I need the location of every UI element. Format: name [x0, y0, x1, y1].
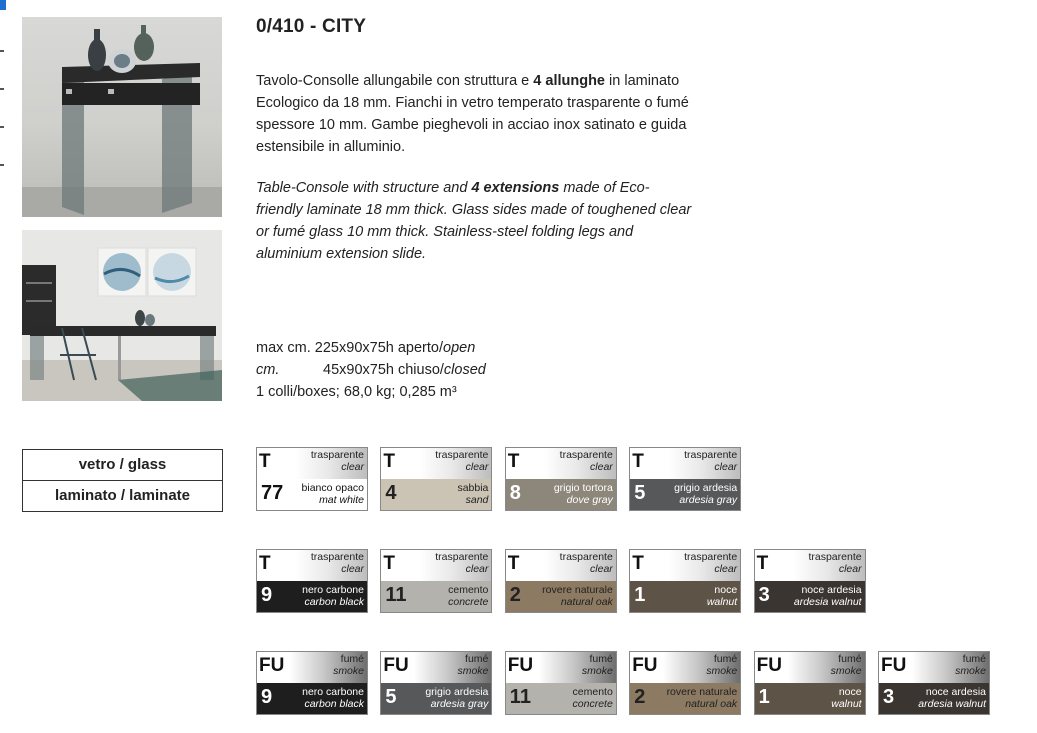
glass-label-en: clear	[590, 563, 613, 575]
laminate-label-en: walnut	[706, 596, 738, 608]
laminate-label	[573, 686, 613, 710]
description-italian	[256, 70, 696, 158]
finish-swatch	[754, 651, 866, 715]
finish-swatch	[629, 447, 741, 511]
laminate-label	[794, 584, 862, 608]
finish-swatch	[629, 651, 741, 715]
glass-code: FU	[507, 655, 534, 676]
laminate-label-it: grigio tortora	[553, 482, 613, 494]
glass-label	[808, 551, 861, 575]
glass-label-it: fumé	[962, 653, 986, 665]
laminate-label-it: nero carbone	[302, 584, 364, 596]
laminate-label-it: noce	[714, 584, 738, 596]
glass-code: FU	[756, 655, 782, 676]
glass-code: FU	[881, 655, 907, 676]
product-photo-dining	[22, 230, 222, 401]
laminate-finish	[257, 581, 367, 612]
dims-closed-en: closed	[443, 362, 486, 378]
laminate-label-en: concrete	[572, 698, 613, 710]
laminate-label	[831, 686, 861, 710]
dims-closed-text: 45x90x75h chiuso/	[323, 362, 444, 378]
legend-laminate: laminato / laminate	[23, 480, 222, 511]
glass-label-it: trasparente	[310, 449, 364, 461]
laminate-label-en: sand	[465, 494, 489, 506]
laminate-label-it: rovere naturale	[542, 584, 613, 596]
glass-label-it: trasparente	[684, 551, 738, 563]
glass-code: T	[507, 553, 520, 574]
glass-label-it: trasparente	[310, 551, 364, 563]
laminate-code: 9	[261, 686, 273, 708]
finish-swatch	[380, 447, 492, 511]
laminate-label	[302, 482, 364, 506]
glass-label-en: clear	[465, 461, 489, 473]
laminate-code: 3	[758, 584, 770, 606]
glass-code: T	[383, 451, 395, 472]
glass-label	[582, 653, 613, 677]
laminate-finish	[755, 683, 865, 714]
laminate-finish	[755, 581, 865, 612]
glass-label-it: fumé	[340, 653, 364, 665]
glass-label-en: smoke	[581, 665, 613, 677]
dims-open-text: max cm. 225x90x75h aperto/	[256, 340, 443, 356]
glass-label	[560, 551, 613, 575]
edge-tick	[0, 126, 4, 128]
glass-label	[311, 551, 364, 575]
laminate-label-it: sabbia	[457, 482, 489, 494]
glass-label-en: clear	[341, 563, 364, 575]
laminate-finish	[630, 683, 740, 714]
edge-tick	[0, 164, 4, 166]
glass-code: T	[632, 553, 644, 574]
glass-label-en: smoke	[955, 665, 986, 677]
glass-label-it: fumé	[713, 653, 738, 665]
laminate-finish	[879, 683, 989, 714]
description-run: in laminato Ecologico da 18 mm. Fianchi in vetro temperato trasparente o fumé spessore 10 mm. Gambe pieghevoli in acciao inox satinato e guida estensibile in alluminio.	[256, 73, 689, 155]
laminate-label	[457, 482, 488, 506]
glass-label-en: clear	[465, 563, 489, 575]
glass-label	[435, 449, 488, 473]
description-run: made of Eco-friendly laminate 18 mm thick. Glass sides made of toughened clear or fumé glass 10 mm thick. Stainless-steel folding legs and aluminium extension slide.	[256, 180, 692, 262]
dims-packaging: 1 colli/boxes; 68,0 kg; 0,285 m³	[256, 384, 457, 400]
product-photo-console	[22, 17, 222, 217]
glass-label-en: clear	[341, 461, 364, 473]
glass-label-en: clear	[714, 461, 738, 473]
glass-label-it: trasparente	[435, 449, 489, 461]
glass-code: FU	[259, 655, 285, 676]
glass-label	[333, 653, 364, 677]
finish-swatch	[256, 447, 368, 511]
finish-legend	[22, 449, 223, 512]
glass-code: T	[632, 451, 644, 472]
glass-label-en: clear	[714, 563, 738, 575]
laminate-label	[302, 584, 364, 608]
laminate-label	[554, 482, 613, 506]
glass-label	[435, 551, 488, 575]
laminate-label	[425, 686, 488, 710]
laminate-finish	[257, 479, 367, 510]
edge-tick	[0, 88, 4, 90]
laminate-code: 3	[883, 686, 895, 708]
laminate-label	[302, 686, 364, 710]
glass-finish	[630, 448, 740, 479]
laminate-code: 1	[634, 584, 646, 606]
glass-finish	[755, 652, 865, 683]
laminate-label-it: bianco opaco	[301, 482, 364, 494]
description-english	[256, 177, 696, 265]
glass-code: T	[259, 553, 271, 574]
glass-code: FU	[383, 655, 409, 676]
glass-code: T	[383, 553, 395, 574]
laminate-finish	[630, 479, 740, 510]
glass-finish	[879, 652, 989, 683]
glass-label	[457, 653, 488, 677]
glass-label-it: trasparente	[435, 551, 489, 563]
laminate-label	[918, 686, 986, 710]
finish-swatch	[754, 549, 866, 613]
glass-label	[706, 653, 737, 677]
legend-glass: vetro / glass	[78, 456, 167, 473]
laminate-label-en: concrete	[448, 596, 489, 608]
finish-swatch	[629, 549, 741, 613]
laminate-label-en: ardesia walnut	[918, 698, 986, 710]
laminate-finish	[257, 683, 367, 714]
glass-finish	[506, 550, 616, 581]
glass-label-it: trasparente	[808, 551, 862, 563]
laminate-label-en: natural oak	[560, 596, 613, 608]
glass-finish	[506, 448, 616, 479]
glass-finish	[257, 448, 367, 479]
glass-label-it: trasparente	[559, 551, 613, 563]
laminate-label-en: ardesia gray	[430, 698, 489, 710]
laminate-label-en: carbon black	[304, 596, 364, 608]
glass-label	[684, 551, 737, 575]
laminate-code: 5	[634, 482, 646, 504]
glass-label-it: trasparente	[559, 449, 613, 461]
finish-swatch	[878, 651, 990, 715]
laminate-code: 8	[509, 482, 521, 504]
glass-label-en: smoke	[830, 665, 862, 677]
laminate-code: 1	[758, 686, 770, 708]
laminate-finish	[506, 581, 616, 612]
glass-label	[311, 449, 364, 473]
glass-label	[955, 653, 986, 677]
glass-code: T	[756, 553, 769, 574]
laminate-label	[674, 482, 737, 506]
laminate-label-en: ardesia walnut	[793, 596, 862, 608]
glass-finish	[506, 652, 616, 683]
laminate-code: 11	[509, 686, 531, 708]
dining-illustration	[22, 230, 222, 401]
glass-finish	[755, 550, 865, 581]
laminate-label-en: natural oak	[685, 698, 738, 710]
glass-finish	[381, 448, 491, 479]
glass-label	[560, 449, 613, 473]
finish-swatch	[256, 549, 368, 613]
laminate-code: 4	[385, 482, 397, 504]
laminate-label-it: grigio ardesia	[674, 482, 738, 494]
laminate-label-it: nero carbone	[302, 686, 364, 698]
laminate-label-it: cemento	[572, 686, 613, 698]
glass-code: FU	[632, 655, 658, 676]
glass-label-en: smoke	[333, 665, 364, 677]
laminate-label-it: noce	[838, 686, 862, 698]
dims-open	[256, 337, 475, 359]
laminate-label-en: mat white	[319, 494, 364, 506]
finish-swatch	[380, 549, 492, 613]
laminate-code: 9	[261, 584, 273, 606]
glass-code: T	[507, 451, 520, 472]
laminate-label	[448, 584, 488, 608]
description-run: Tavolo-Consolle allungabile con struttura e	[256, 73, 534, 89]
glass-finish	[630, 550, 740, 581]
glass-finish	[257, 550, 367, 581]
glass-label-en: smoke	[706, 665, 738, 677]
laminate-finish	[506, 683, 616, 714]
finish-swatch	[505, 651, 617, 715]
laminate-finish	[381, 581, 491, 612]
finish-swatch	[256, 651, 368, 715]
description-run: Table-Console with structure and	[256, 180, 472, 196]
dims-open-en: open	[443, 340, 476, 356]
laminate-label-en: ardesia gray	[679, 494, 738, 506]
laminate-label-en: walnut	[831, 698, 862, 710]
finish-swatch	[505, 447, 617, 511]
laminate-code: 2	[509, 584, 521, 606]
description-run: 4 allunghe	[533, 73, 605, 89]
glass-label-it: fumé	[465, 653, 489, 665]
laminate-finish	[381, 683, 491, 714]
dims-closed-cm: cm.	[256, 362, 280, 378]
laminate-code: 5	[385, 686, 397, 708]
glass-label-en: clear	[590, 461, 613, 473]
glass-code: T	[259, 451, 271, 472]
laminate-code: 77	[261, 482, 284, 504]
laminate-label-it: grigio ardesia	[425, 686, 489, 698]
glass-label-en: smoke	[457, 665, 489, 677]
glass-finish	[381, 652, 491, 683]
laminate-label-it: noce ardesia	[925, 686, 986, 698]
laminate-label	[542, 584, 613, 608]
dims-closed	[256, 359, 486, 381]
laminate-code: 11	[385, 584, 407, 606]
glass-label-en: clear	[838, 563, 862, 575]
glass-label-it: trasparente	[684, 449, 738, 461]
glass-finish	[630, 652, 740, 683]
product-title: 0/410 - CITY	[256, 16, 367, 37]
glass-label	[684, 449, 737, 473]
laminate-label-it: noce ardesia	[801, 584, 862, 596]
glass-label	[831, 653, 862, 677]
laminate-label-en: carbon black	[304, 698, 364, 710]
console-illustration	[22, 17, 222, 217]
laminate-label-en: dove gray	[566, 494, 613, 506]
laminate-finish	[506, 479, 616, 510]
glass-label-it: fumé	[838, 653, 862, 665]
edge-tick	[0, 50, 4, 52]
dims-closed-values	[323, 359, 486, 381]
edge-marker	[0, 0, 6, 10]
finish-swatch	[380, 651, 492, 715]
laminate-label-it: cemento	[448, 584, 489, 596]
glass-finish	[257, 652, 367, 683]
glass-finish	[381, 550, 491, 581]
laminate-label	[667, 686, 738, 710]
finish-swatch	[505, 549, 617, 613]
laminate-finish	[381, 479, 491, 510]
laminate-finish	[630, 581, 740, 612]
laminate-code: 2	[634, 686, 646, 708]
laminate-label	[707, 584, 737, 608]
description-run: 4 extensions	[471, 180, 560, 196]
glass-label-it: fumé	[589, 653, 613, 665]
laminate-label-it: rovere naturale	[666, 686, 738, 698]
